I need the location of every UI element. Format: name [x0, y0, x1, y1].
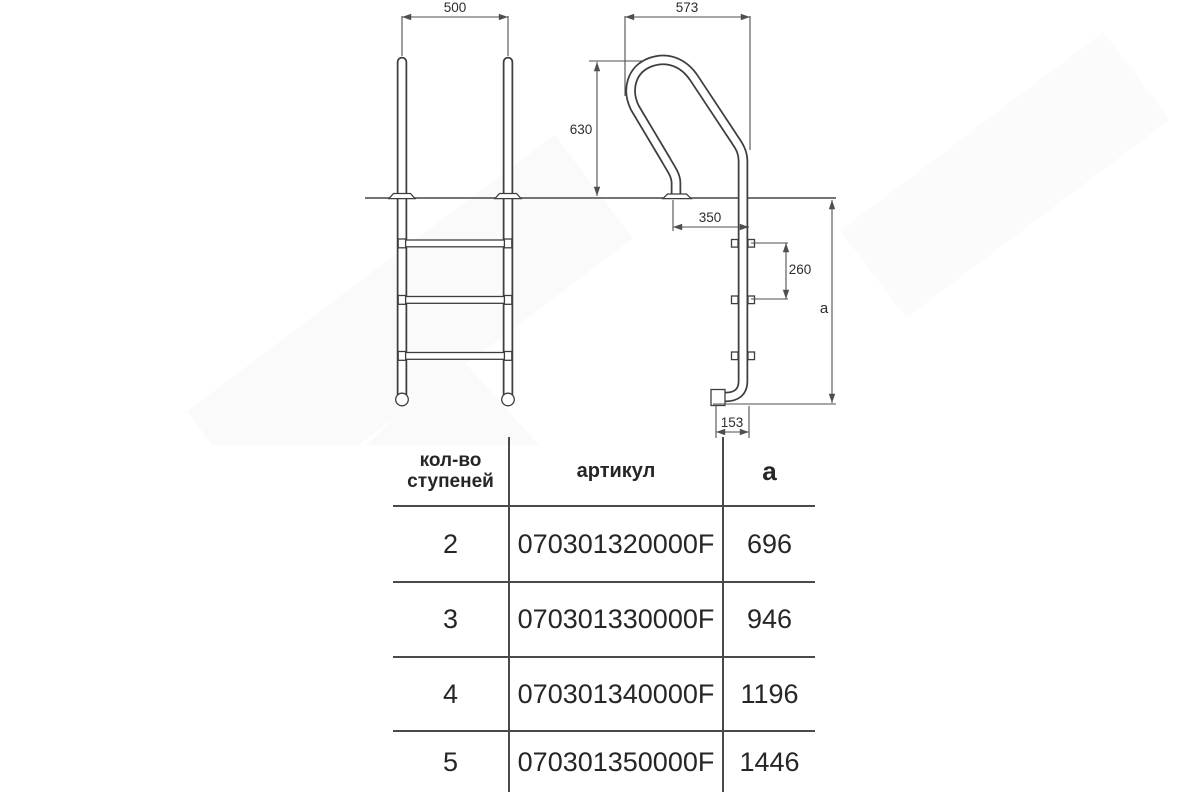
rung-1 — [398, 239, 512, 248]
cell-article: 070301350000F — [508, 732, 724, 792]
front-right-ball-foot — [502, 393, 515, 406]
dim-label-153: 153 — [720, 415, 744, 430]
cell-article: 070301320000F — [508, 507, 724, 581]
spec-table — [393, 437, 815, 792]
cell-steps: 2 — [442, 528, 459, 559]
cell-a: 1446 — [739, 746, 800, 777]
cell-a: 696 — [746, 528, 793, 559]
column-header-article: артикул — [508, 437, 724, 505]
watermark — [187, 32, 1170, 445]
column-header-steps: кол-во ступеней — [407, 450, 494, 492]
dim-label-500: 500 — [443, 0, 467, 15]
front-right-flange — [495, 194, 521, 199]
dim-label-573: 573 — [675, 0, 699, 15]
side-flange — [663, 194, 691, 199]
table-row — [393, 658, 815, 732]
wall-foot-pad — [711, 390, 725, 406]
dimension-350 — [673, 200, 749, 231]
cell-a: 1196 — [740, 678, 799, 709]
cell-article: 070301340000F — [508, 658, 724, 730]
dimension-500 — [402, 0, 508, 56]
front-left-ball-foot — [396, 393, 409, 406]
column-header-a: a — [762, 455, 777, 486]
rung-2 — [398, 296, 512, 305]
cell-a: 946 — [746, 604, 793, 634]
grab-rail-core — [631, 60, 743, 397]
dim-label-260: 260 — [788, 262, 812, 277]
table-row — [393, 507, 815, 583]
table-row — [393, 732, 815, 792]
dimension-260 — [751, 243, 811, 299]
grab-rail-outline — [631, 60, 743, 397]
cell-steps: 3 — [442, 604, 459, 634]
cell-article: 070301330000F — [508, 583, 724, 656]
cell-steps: 5 — [442, 746, 459, 777]
dim-label-a: a — [819, 300, 829, 317]
front-left-flange — [389, 194, 415, 199]
dim-label-350: 350 — [698, 210, 722, 225]
dimension-153 — [716, 406, 749, 438]
cell-steps: 4 — [442, 678, 459, 709]
rung-3 — [398, 352, 512, 361]
table-row — [393, 583, 815, 658]
dim-label-630: 630 — [569, 122, 593, 137]
spec-table-header — [393, 437, 815, 507]
